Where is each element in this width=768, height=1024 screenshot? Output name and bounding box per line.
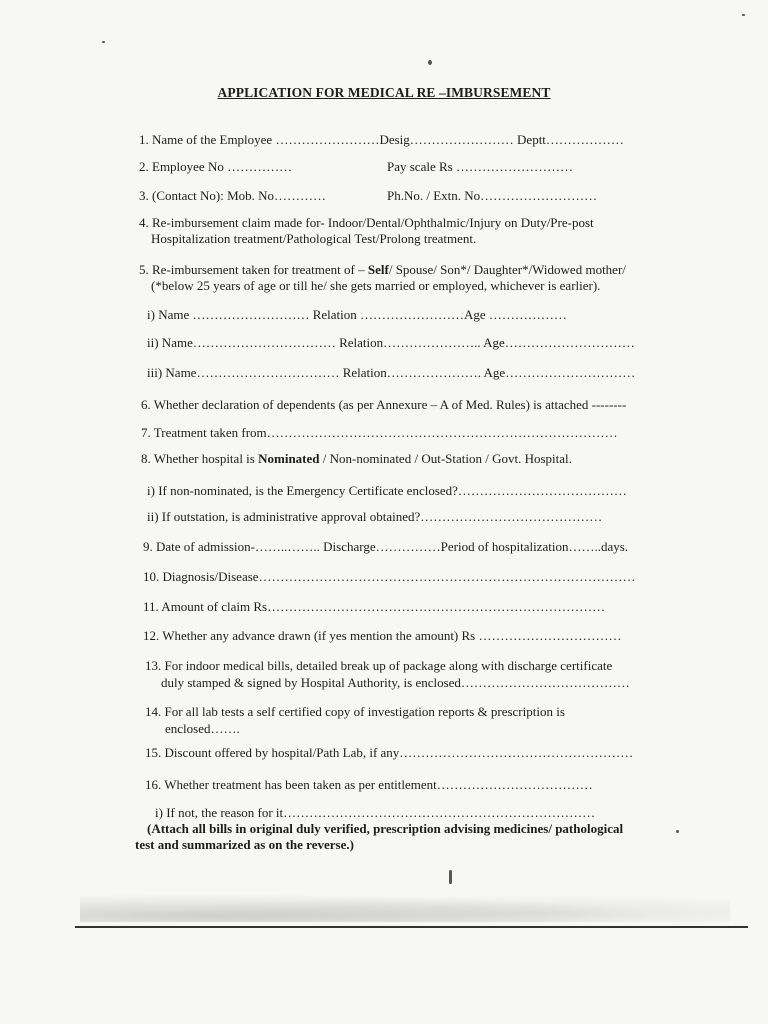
form-title: APPLICATION FOR MEDICAL RE –IMBURSEMENT <box>217 85 551 100</box>
field-employee-no: 2. Employee No …………… <box>139 159 293 174</box>
item-5-self: Self <box>367 262 389 277</box>
item-8-text-rest: / Non-nominated / Out-Station / Govt. Hospital. <box>319 451 572 466</box>
item-4-claim-type-cont: Hospitalization treatment/Pathological Test/Prolong treatment. <box>151 231 477 246</box>
scan-speck <box>428 60 432 65</box>
bottom-rule <box>75 926 748 928</box>
scan-speck <box>449 870 452 884</box>
item-13-indoor-bills-cont: duly stamped & signed by Hospital Authority, is enclosed………………………………… <box>161 675 630 690</box>
dependent-row-2: ii) Name…………………………… Relation………………….. Age………………………… <box>147 335 635 350</box>
dependent-row-1: i) Name ……………………… Relation ……………………Age ……………… <box>147 307 567 322</box>
item-9-dates: 9. Date of admission-……..…….. Discharge……………Period of hospitalization……..days. <box>143 539 629 554</box>
attachment-note: (Attach all bills in original duly verified, prescription advising medicines/ pathological <box>147 821 624 836</box>
item-5-treatment-for <box>139 262 626 278</box>
dependent-row-3: iii) Name…………………………… Relation…………………. Age………………………… <box>147 365 636 380</box>
item-16-entitlement: 16. Whether treatment has been taken as per entitlement……………………………… <box>145 777 593 792</box>
item-8-sub-ii: ii) If outstation, is administrative approval obtained?…………………………………… <box>147 509 603 524</box>
field-phone-extn: Ph.No. / Extn. No……………………… <box>387 188 598 203</box>
item-8-hospital-type <box>141 451 572 467</box>
item-5-text: 5. Re-imbursement taken for treatment of – <box>139 262 368 277</box>
item-14-lab-tests: 14. For all lab tests a self certified copy of investigation reports & prescription is <box>145 704 565 719</box>
item-8-sub-i: i) If non-nominated, is the Emergency Certificate enclosed?………………………………… <box>147 483 627 498</box>
field-mobile-no: 3. (Contact No): Mob. No………… <box>139 188 327 203</box>
item-5-text-rest: / Spouse/ Son*/ Daughter*/Widowed mother/ <box>388 262 626 277</box>
item-16-sub-i: i) If not, the reason for it……………………………………………………………… <box>155 805 596 820</box>
scan-speck <box>102 41 105 43</box>
item-7-treatment-from: 7. Treatment taken from……………………………………………………………………… <box>141 425 618 440</box>
item-5-note: (*below 25 years of age or till he/ she gets married or employed, whichever is earlier). <box>151 278 601 293</box>
field-pay-scale: Pay scale Rs ……………………… <box>387 159 573 174</box>
item-6-declaration: 6. Whether declaration of dependents (as per Annexure – A of Med. Rules) is attached -------- <box>141 397 627 412</box>
item-12-advance: 12. Whether any advance drawn (if yes mention the amount) Rs …………………………… <box>143 628 622 643</box>
item-13-indoor-bills: 13. For indoor medical bills, detailed break up of package along with discharge certificate <box>145 658 613 673</box>
item-11-amount: 11. Amount of claim Rs…………………………………………………………………… <box>143 599 606 614</box>
item-10-diagnosis: 10. Diagnosis/Disease…………………………………………………………………………… <box>143 569 636 584</box>
scan-speck <box>742 14 745 16</box>
item-4-claim-type: 4. Re-imbursement claim made for- Indoor/Dental/Ophthalmic/Injury on Duty/Pre-post <box>139 215 594 230</box>
attachment-note-cont: test and summarized as on the reverse.) <box>135 837 354 852</box>
item-8-text: 8. Whether hospital is <box>141 451 259 466</box>
item-14-lab-tests-cont: enclosed……. <box>165 721 240 736</box>
scan-speck <box>676 830 679 833</box>
item-15-discount: 15. Discount offered by hospital/Path Lab, if any……………………………………………… <box>145 745 634 760</box>
item-8-nominated: Nominated <box>258 451 320 466</box>
scan-smudge <box>80 890 730 922</box>
field-employee-name-desig-deptt: 1. Name of the Employee ……………………Desig…………………… Deptt……………… <box>139 132 624 147</box>
